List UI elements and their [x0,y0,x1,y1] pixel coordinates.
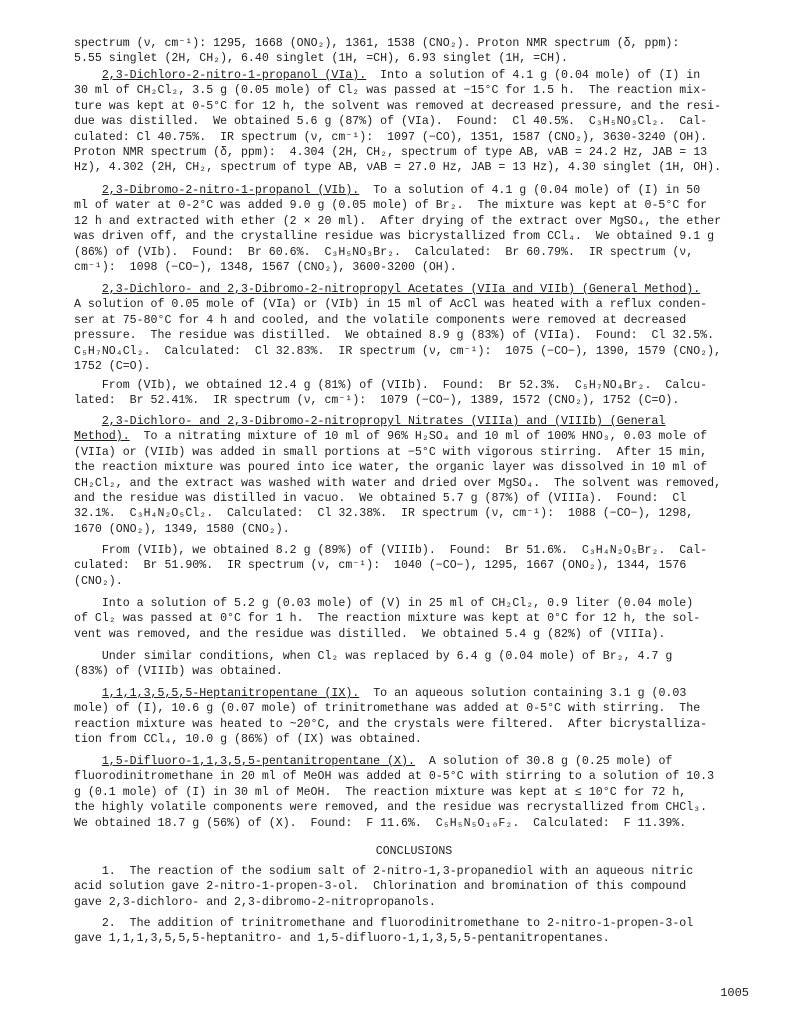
paragraph-dibromo-nitropropanol [74,183,754,275]
paragraph-dichloro-nitropropanol [74,68,754,176]
paragraph-chlorination-of-v [74,596,754,642]
text-line: (83%) of (VIIIb) was obtained. [74,665,283,679]
section-heading-continuation: Method). [74,430,130,444]
text-line: (VIIa) or (VIIb) was added in small portions at −5°C with vigorous stirring. After 15 min, [74,445,708,459]
text-line: We obtained 18.7 g (56%) of (X). Found: F 11.6%. C₅H₅N₅O₁₀F₂. Calculated: F 11.39%. [74,816,687,830]
text-line: g (0.1 mole) of (I) in 30 ml of MeOH. The reaction mixture was kept at ≤ 10°C for 72 h, [74,785,687,799]
text-line: 5.55 singlet (2H, CH₂), 6.40 singlet (1H, =CH), 6.93 singlet (1H, =CH). [74,52,568,66]
text-line: Into a solution of 5.2 g (0.03 mole) of (V) in 25 ml of CH₂Cl₂, 0.9 liter (0.04 mole) [74,597,694,610]
text-line: ser at 75-80°C for 4 h and cooled, and the volatile components were removed at decreased [74,313,687,327]
text-line: (CNO₂). [74,574,123,588]
text-line: From (VIIb), we obtained 8.2 g (89%) of (VIIIb). Found: Br 51.6%. C₃H₄N₂O₅Br₂. Cal- [74,544,708,557]
text-line: 1,5-Difluoro-1,1,3,5,5-pentanitropentane (X). A solution of 30.8 g (0.25 mole) of [101,755,673,768]
text-line: 1,1,1,3,5,5,5-Heptanitropentane (IX). To an aqueous solution containing 3.1 g (0.03 [101,687,687,700]
text-line: C₅H₇NO₄Cl₂. Calculated: Cl 32.83%. IR spectrum (ν, cm⁻¹): 1075 (−CO−), 1390, 1579 (CNO₂), [74,344,722,358]
section-heading: 2,3-Dichloro-2-nitro-1-propanol (VIa). [101,69,367,82]
text-line: of Cl₂ was passed at 0°C for 1 h. The reaction mixture was kept at 0°C for 12 h, the sol- [74,612,701,626]
text-line: pressure. The residue was distilled. We obtained 8.9 g (83%) of (VIIa). Found: Cl 32.5%. [74,329,715,343]
text-line: ml of water at 0-2°C was added 9.0 g (0.05 mole) of Br₂. The mixture was kept at 0-5°C for [74,199,708,213]
text-line: From (VIb), we obtained 12.4 g (81%) of (VIIb). Found: Br 52.3%. C₅H₇NO₄Br₂. Calcu- [74,379,708,392]
text-line: 2,3-Dichloro-2-nitro-1-propanol (VIa). Into a solution of 4.1 g (0.04 mole) of (I) in [101,69,701,82]
paragraph-viib-results [74,378,754,409]
text-line: lated: Br 52.41%. IR spectrum (ν, cm⁻¹): 1079 (−CO−), 1389, 1572 (CNO₂), 1752 (C=O). [74,394,680,408]
paragraph-viiib-results [74,543,754,589]
text-line: ture was kept at 0-5°C for 12 h, the solvent was removed at decreased pressure, and the resi- [74,99,722,113]
text-line: culated: Cl 40.75%. IR spectrum (ν, cm⁻¹): 1097 (−CO), 1351, 1587 (CNO₂), 3630-3240 (OH). [74,130,708,144]
text-line: and the residue was distilled in vacuo. We obtained 5.7 g (87%) of (VIIIa). Found: Cl [74,492,687,506]
page-number: 1005 [720,986,749,1000]
paragraph-heptanitropentane [74,686,754,748]
section-heading: 2,3-Dibromo-2-nitro-1-propanol (VIb). [101,184,360,197]
section-heading: 2,3-Dichloro- and 2,3-Dibromo-2-nitropropyl Nitrates (VIIIa) and (VIIIb) (General [101,415,666,428]
text-line: fluorodinitromethane in 20 ml of MeOH was added at 0-5°C with stirring to a solution of 10.3 [74,770,715,784]
text-line: 32.1%. C₃H₄N₂O₅Cl₂. Calculated: Cl 32.38%. IR spectrum (ν, cm⁻¹): 1088 (−CO−), 1298, [74,507,694,521]
paragraph-acetates-general-method [74,282,754,374]
text-line: Proton NMR spectrum (δ, ppm): 4.304 (2H, CH₂, spectrum of type AB, νAB = 24.2 Hz, JAB = 13 [74,146,708,160]
conclusion-item-1 [74,864,754,910]
text-line: cm⁻¹): 1098 (−CO−), 1348, 1567 (CNO₂), 3600-3200 (OH). [74,261,457,275]
text-line: Hz), 4.302 (2H, CH₂, spectrum of type AB, νAB = 27.0 Hz, JAB = 13 Hz), 4.30 singlet (1H, OH). [74,161,722,175]
text-line [74,282,754,297]
text-line: due was distilled. We obtained 5.6 g (87%) of (VIa). Found: Cl 40.5%. C₃H₅NO₃Cl₂. Cal- [74,115,708,129]
text-line: culated: Br 51.90%. IR spectrum (ν, cm⁻¹): 1040 (−CO−), 1295, 1667 (ONO₂), 1344, 1576 [74,559,687,573]
text-line: Under similar conditions, when Cl₂ was replaced by 6.4 g (0.04 mole) of Br₂, 4.7 g [74,650,673,663]
text-line: spectrum (ν, cm⁻¹): 1295, 1668 (ONO₂), 1361, 1538 (CNO₂). Proton NMR spectrum (δ, ppm): [74,37,680,50]
conclusion-item-2 [74,916,754,947]
paragraph-bromination-of-v [74,649,754,680]
paragraph-nitrates-general-method [74,414,754,537]
text-line: 2. The addition of trinitromethane and fluorodinitromethane to 2-nitro-1-propen-3-ol [74,917,694,930]
text-line: the reaction mixture was poured into ice water, the organic layer was dissolved in 10 ml of [74,461,708,475]
text-line: was driven off, and the crystalline residue was bicrystallized from CCl₄. We obtained 9.1 g [74,230,715,244]
paragraph-difluoro-pentanitropentane [74,754,754,831]
text-line: 1670 (ONO₂), 1349, 1580 (CNO₂). [74,522,290,536]
section-heading: 1,1,1,3,5,5,5-Heptanitropentane (IX). [101,687,360,700]
text-line: CH₂Cl₂, and the extract was washed with water and dried over MgSO₄. The solvent was removed, [74,476,722,490]
text-line: acid solution gave 2-nitro-1-propen-3-ol. Chlorination and bromination of this compound [74,880,687,894]
text-line: 12 h and extracted with ether (2 × 20 ml). After drying of the extract over MgSO₄, the ether [74,214,722,228]
section-title-conclusions: CONCLUSIONS [375,845,453,858]
text-line: reaction mixture was heated to ~20°C, and the crystals were filtered. After bicrystalliza- [74,717,708,731]
text-line: 30 ml of CH₂Cl₂, 3.5 g (0.05 mole) of Cl₂ was passed at −15°C for 1.5 h. The reaction mix- [74,84,708,98]
paragraph-intro-nmr [74,36,754,67]
text-line: gave 1,1,1,3,5,5,5-heptanitro- and 1,5-difluoro-1,1,3,5,5-pentanitropentanes. [74,932,610,946]
text-line: A solution of 0.05 mole of (VIa) or (VIb) in 15 ml of AcCl was heated with a reflux conden- [74,298,708,312]
text-line: (86%) of (VIb). Found: Br 60.6%. C₃H₅NO₃Br₂. Calculated: Br 60.79%. IR spectrum (ν, [74,245,694,259]
text-line: gave 2,3-dichloro- and 2,3-dibromo-2-nitropropanols. [74,895,436,909]
text-line: mole) of (I), 10.6 g (0.07 mole) of trinitromethane was added at 0-5°C with stirring. The [74,702,701,716]
text-line: 2,3-Dibromo-2-nitro-1-propanol (VIb). To a solution of 4.1 g (0.04 mole) of (I) in 50 [101,184,701,197]
text-line: the highly volatile components were removed, and the residue was recrystallized from CHCl₃. [74,801,708,815]
section-heading: 2,3-Dichloro- and 2,3-Dibromo-2-nitropropyl Acetates (VIIa and VIIb) (General Method). [101,283,701,296]
text-line: Method). To a nitrating mixture of 10 ml of 96% H₂SO₄ and 10 ml of 100% HNO₃, 0.03 mole of [74,430,708,444]
text-line: 1752 (C=O). [74,360,151,374]
section-heading: 1,5-Difluoro-1,1,3,5,5-pentanitropentane (X). [101,755,415,768]
text-line: 1. The reaction of the sodium salt of 2-nitro-1,3-propanediol with an aqueous nitric [74,865,694,878]
text-line: vent was removed, and the residue was distilled. We obtained 5.4 g (82%) of (VIIIa). [74,627,666,641]
text-line [74,414,754,429]
text-line: tion from CCl₄, 10.0 g (86%) of (IX) was obtained. [74,733,422,747]
